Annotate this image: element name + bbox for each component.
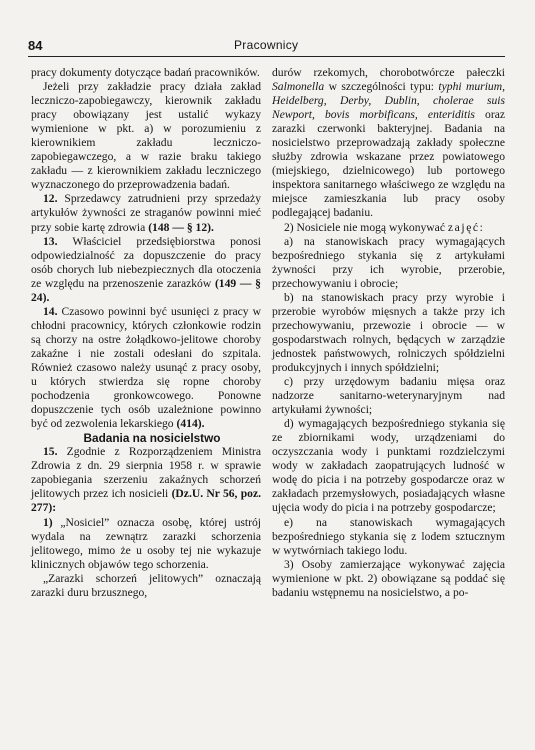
paragraph-1-nosiciel [31,516,261,572]
item-number: 15. [43,445,58,459]
list-item-b: b) na stanowiskach pracy przy wyrobie i przerobie wyrobów mięsnych a także przy ich przechowywaniu, przewozie i obrocie — w gospodarstwach rolnych, będących w zarządzie jednostek państwowych, rolniczych spółdzielni produkcyjnych i innych spółdzielni; [272,290,505,374]
section-title: Badania na nosicielstwo [83,431,221,446]
paragraph-13 [31,235,261,305]
paragraph-3-osoby: 3) Osoby zamierzające wykonywać zajęcia wymienione w pkt. 2) obowiązane są poddać się badaniu wstępnemu na nosicielstwo, a po- [272,557,505,599]
page-number: 84 [28,38,43,53]
item-number: 13. [43,234,58,248]
list-item-d: d) wymagających bezpośredniego stykania się ze zbiornikami wody, urządzeniami do oczyszczania wody i punktami rozdzielczymi wody w zakładach zaopatrujących ludność w wodę do picia i na potrzeby gospodarcze oraz w zakładach przemysłowych, posiadających własne ujęcia wody do picia i na potrzeby gospodarcze; [272,417,505,515]
paragraph-14 [31,305,261,431]
reference: (148 — § 12). [148,220,214,234]
reference: (Dz.U. Nr 56, poz. 277): [31,487,262,515]
header-rule [28,56,505,57]
italic-types: typhi murium, Heidelberg, Derby, Dublin, cholerae suis Newport, bovis morbificans, enteriditis [272,80,505,122]
left-column [31,66,261,600]
term: „Zarazki schorzeń [43,571,137,585]
paragraph-text: „Nosiciel” oznacza osobę, której ustrój wydala na zewnątrz zarazki schorzenia jelitowego, mimo że u osoby tej nie wykazuje klinicznych objawów tego schorzenia. [31,515,261,571]
paragraph-zaklad: Jeżeli przy zakładzie pracy działa zakład leczniczo-zapobiegawczy, kierownik zakładu pracy obowiązany jest ustalić wykazy wymienione w pkt. a) w porozumieniu z kierownikiem zakładu leczniczo-zapobiegawczego, a w razie braku takiego zakładu — z kierownikiem zakładu leczniczego wyznaczonego do przeprowadzenia badań. [31,80,261,192]
item-number: 1) [43,515,53,529]
paragraph-text: w szczególności typu: [324,80,439,94]
paragraph-text: Czasowo powinni być usunięci z pracy w chłodni pracownicy, których członkowie rodzin są chorzy na ostre żołądkowo-jelitowe choroby zakaźne i nie zostali odesłani do szpitala. Również czasowo należy usunąć z pracy osoby, u których stwierdza się ropne choroby pochodzenia gronkowcowego. Ponowne dopuszczenie tych osób uzależnione powinno być od zezwolenia lekarskiego [31,304,261,431]
paragraph-text: jelitowych” oznaczają zarazki duru brzusznego, [31,571,261,599]
running-title: Pracownicy [234,38,299,52]
right-column [272,66,505,600]
paragraph-text: Sprzedawcy zatrudnieni przy sprzedaży artykułów żywności ze straganów powinni mieć przy sobie kartę zdrowia [31,192,261,234]
paragraph-text: oraz zarazki czerwonki bakteryjnej. Badania na nosicielstwo przeprowadzają zakłady społeczne służby zdrowia wskazane przez powiatowego (miejskiego, dzielnicowego) lub portowego inspektora sanitarnego właściwego ze względu na miejsce zamieszkania lub pracy osoby podlegającej badaniu. [272,108,505,220]
paragraph-zarazki [31,572,261,600]
paragraph-continued [272,66,505,221]
italic-term: Salmonella [272,80,325,94]
paragraph-12 [31,192,261,234]
reference: (149 — § 24). [31,276,261,304]
page-header [28,38,505,52]
paragraph-text: durów rzekomych, chorobotwórcze pałeczki [272,66,505,79]
item-number: 12. [43,192,58,206]
paragraph-text: Właściciel przedsiębiorstwa ponosi odpowiedzialność za dopuszczenie do pracy osób chorych lub niebezpiecznych dla otoczenia ze względu na przenoszenie zarazków [31,234,261,290]
spaced-word: zajęć: [447,220,485,234]
list-item-a: a) na stanowiskach pracy wymagających bezpośredniego stykania się z artykułami żywności przy ich wyrobie, przerobie, przechowywaniu i obrocie; [272,234,505,290]
paragraph-continued: pracy dokumenty dotyczące badań pracowników. [31,66,260,79]
paragraph-15 [31,445,261,515]
paragraph-text: 2) Nosiciele nie mogą wykonywać [284,220,448,234]
paragraph-text: Zgodnie z Rozporządzeniem Ministra Zdrowia z dn. 29 sierpnia 1958 r. w sprawie zapobiegania szerzeniu zakaźnych schorzeń jelitowych przez ich nosicieli [31,445,261,501]
reference: (414). [176,417,205,431]
list-item-e: e) na stanowiskach wymagających bezpośredniego stykania się z lodem sztucznym w wytwórniach takiego lodu. [272,515,505,557]
item-number: 14. [43,304,58,318]
paragraph-2-nosiciele [272,221,505,235]
list-item-c: c) przy urzędowym badaniu mięsa oraz nadzorze sanitarno-weterynaryjnym nad artykułami żywności; [272,375,505,417]
